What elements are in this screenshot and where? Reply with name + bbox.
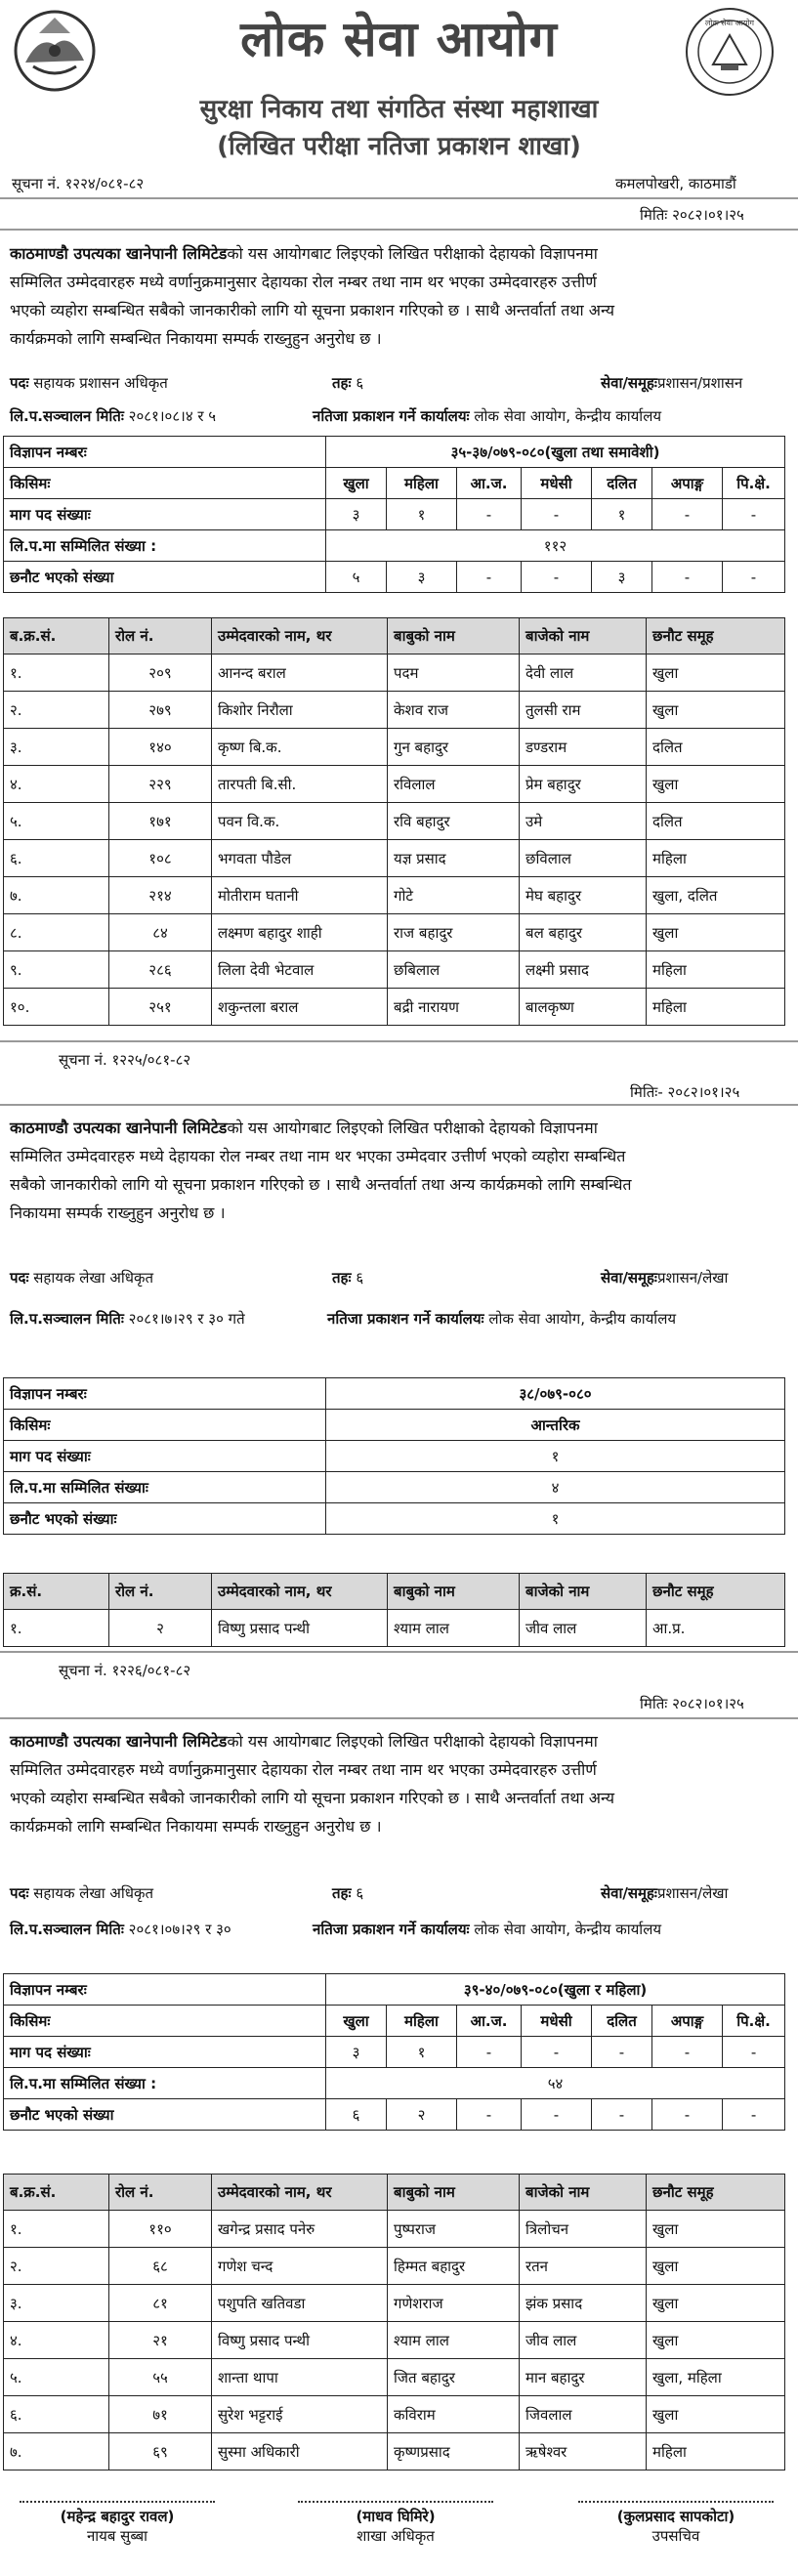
table-row [4,2322,785,2359]
table-row [4,729,785,766]
ad-info-table: विज्ञापन नम्बरः ३५-३७/०७९-०८०(खुला तथा समावेशी) किसिमः खुला महिला आ.ज. मधेसी दलित अपाङ्ग पि.क्षे. माग पद संख्याः ३ १ - - १ - - लि.प.मा सम्मिलित संख्या : ११२ छनौट भएको संख्या ५ ३ - - ३ - - [3,436,785,593]
exam-date-info: लि.प.सञ्चालन मितिः २०८१।०८।४ र ५ [10,407,217,425]
table-cell: दलित [647,729,785,766]
table-cell: त्रिलोचन [520,2211,647,2248]
service-info: सेवा/समूहःप्रशासन/लेखा [601,1884,729,1902]
table-cell: छविलाल [520,840,647,877]
table-cell: ६. [4,840,109,877]
table-row [4,2248,785,2285]
table-cell: २१४ [109,877,212,914]
table-cell: विष्णु प्रसाद पन्थी [212,2322,388,2359]
table-cell: महिला [647,2433,785,2470]
table-cell: २५१ [109,989,212,1026]
table-cell: रतन [520,2248,647,2285]
table-cell: कृष्ण बि.क. [212,729,388,766]
table-cell: कविराम [388,2396,520,2433]
table-cell: ८१ [109,2285,212,2322]
notice-date: मितिः २०८२।०१।२५ [640,206,744,224]
table-cell: २२९ [109,766,212,803]
table-cell: उमे [520,803,647,840]
table-cell: खुला [647,2211,785,2248]
table-cell: २१ [109,2322,212,2359]
table-cell: आनन्द बराल [212,655,388,692]
ad-info-table: विज्ञापन नम्बरः ३८/०७९-०८० किसिमः आन्तरिक माग पद संख्याः १ लि.प.मा सम्मिलित संख्याः ४ छनौट भएको संख्याः १ [3,1377,785,1535]
table-cell: १०८ [109,840,212,877]
table-cell: हिम्मत बहादुर [388,2248,520,2285]
table-cell: गणेश चन्द [212,2248,388,2285]
exam-date-info: लि.प.सञ्चालन मितिः २०८१।०७।२९ र ३० [10,1921,231,1938]
table-cell: शान्ता थापा [212,2359,388,2396]
table-cell: जित बहादुर [388,2359,520,2396]
table-row [4,840,785,877]
table-cell: झंक प्रसाद [520,2285,647,2322]
notice-number: सूचना नं. १२२५/०८१-८२ [59,1051,191,1069]
table-cell: महिला [647,840,785,877]
table-cell: १. [4,2211,109,2248]
table-cell: राज बहादुर [388,914,520,951]
table-cell: बालकृष्ण [520,989,647,1026]
signature-block: (कुलप्रसाद सापकोटा) उपसचिव [616,2508,735,2545]
table-cell: पदम [388,655,520,692]
table-cell: ४. [4,766,109,803]
table-cell: १. [4,1610,109,1647]
table-cell: ऋषेश्वर [520,2433,647,2470]
office-info: नतिजा प्रकाशन गर्ने कार्यालयः लोक सेवा आयोग, केन्द्रीय कार्यालय [313,407,662,425]
notice-number: सूचना नं. १२२४/०८१-८२ [12,175,145,192]
divider [0,1040,798,1042]
table-cell: खुला [647,655,785,692]
service-info: सेवा/समूहःप्रशासन/लेखा [601,1269,729,1287]
candidate-table: ब.क्र.सं. रोल नं. उम्मेदवारको नाम, थर बाबुको नाम बाजेको नाम छनौट समूह १. ११० खगेन्द्र प्रसाद पनेरु पुष्पराज त्रिलोचन खुला २. ६८ गणेश चन्द हिम्मत बहादुर रतन खुला ३. ८१ पशुपति खतिवडा गणेशराज झंक प्रसाद खुला ४. २१ विष्णु प्रसाद पन्थी श्याम लाल जीव लाल खुला ५. ५५ शान्ता थापा जित बहादुर मान बहादुर खुला, महिला ६. ७१ सुरेश भट्टराई कविराम जिवलाल खुला ७. ६९ सुस्मा अधिकारी कृष्णप्रसाद ऋषेश्वर महिला [3,2174,785,2470]
table-cell: १. [4,655,109,692]
page-title: लोक सेवा आयोग [240,11,558,67]
notice-body: काठमाण्डौ उपत्यका खानेपानी लिमिटेडको यस आयोगबाट लिइएको लिखित परीक्षाको देहायको विज्ञापनमा सम्मिलित उम्मेदवारहरु मध्ये वर्णानुक्रमानुसार देहायका रोल नम्बर तथा नाम थर भएका उम्मेदवारहरु उत्तीर्ण भएको व्यहोरा सम्बन्धित सबैको जानकारीको लागि यो सूचना प्रकाशन गरिएको छ । साथै अन्तर्वार्ता तथा अन्य कार्यक्रमको लागि सम्बन्धित निकायमा सम्पर्क राख्नुहुन अनुरोध छ । [10,1732,615,1836]
table-row [4,692,785,729]
table-cell: ८४ [109,914,212,951]
table-cell: महिला [647,989,785,1026]
post-info: पदः सहायक प्रशासन अधिकृत [10,374,168,392]
table-row [4,2433,785,2470]
table-row [4,2211,785,2248]
table-cell: भगवता पौडेल [212,840,388,877]
table-cell: तारपती बि.सी. [212,766,388,803]
table-cell: ६८ [109,2248,212,2285]
table-cell: खुला [647,914,785,951]
candidate-table: ब.क्र.सं. रोल नं. उम्मेदवारको नाम, थर बाबुको नाम बाजेको नाम छनौट समूह १. २०९ आनन्द बराल पदम देवी लाल खुला २. २७९ किशोर निरौला केशव राज तुलसी राम खुला ३. १४० कृष्ण बि.क. गुन बहादुर डण्डराम दलित ४. २२९ तारपती बि.सी. रविलाल प्रेम बहादुर खुला ५. १७१ पवन वि.क. रवि बहादुर उमे दलित ६. १०८ भगवता पौडेल यज्ञ प्रसाद छविलाल महिला ७. २१४ मोतीराम घतानी गोटे मेघ बहादुर खुला, दलित ८. ८४ लक्ष्मण बहादुर शाही राज बहादुर बल बहादुर खुला ९. २८६ लिला देवी भेटवाल छबिलाल लक्ष्मी प्रसाद महिला १०. २५१ शकुन्तला बराल बद्री नारायण बालकृष्ण महिला [3,617,785,1026]
table-cell: ९. [4,951,109,989]
notice-date: मितिः- २०८२।०१।२५ [630,1083,740,1101]
table-cell: रविलाल [388,766,520,803]
table-cell: ६९ [109,2433,212,2470]
table-cell: जीव लाल [520,1610,647,1647]
table-cell: तुलसी राम [520,692,647,729]
table-cell: २७९ [109,692,212,729]
table-cell: खगेन्द्र प्रसाद पनेरु [212,2211,388,2248]
table-cell: २. [4,692,109,729]
divider [0,1717,798,1719]
table-cell: जीव लाल [520,2322,647,2359]
table-cell: डण्डराम [520,729,647,766]
table-cell: मान बहादुर [520,2359,647,2396]
table-row [4,989,785,1026]
table-cell: दलित [647,803,785,840]
table-row [4,766,785,803]
table-cell: १०. [4,989,109,1026]
signature-line [20,2501,215,2503]
table-row [4,1610,785,1647]
table-cell: केशव राज [388,692,520,729]
notice-number: सूचना नं. १२२६/०८१-८२ [59,1662,191,1679]
notice-date: मितिः २०८२।०१।२५ [640,1695,744,1712]
table-cell: ३. [4,2285,109,2322]
table-cell: २. [4,2248,109,2285]
table-cell: पवन वि.क. [212,803,388,840]
office-info: नतिजा प्रकाशन गर्ने कार्यालयः लोक सेवा आयोग, केन्द्रीय कार्यालय [313,1921,662,1938]
table-cell: देवी लाल [520,655,647,692]
table-cell: खुला, महिला [647,2359,785,2396]
table-cell: मेघ बहादुर [520,877,647,914]
divider [0,197,798,199]
table-cell: श्याम लाल [388,2322,520,2359]
table-cell: खुला [647,2285,785,2322]
signature-line [578,2501,774,2503]
post-info: पदः सहायक लेखा अधिकृत [10,1884,154,1902]
table-cell: बल बहादुर [520,914,647,951]
table-cell: खुला [647,2322,785,2359]
table-row [4,877,785,914]
table-cell: छबिलाल [388,951,520,989]
table-cell: खुला [647,2396,785,2433]
table-cell: पशुपति खतिवडा [212,2285,388,2322]
table-cell: ८. [4,914,109,951]
table-cell: सुस्मा अधिकारी [212,2433,388,2470]
table-cell: मोतीराम घतानी [212,877,388,914]
table-cell: १७१ [109,803,212,840]
table-row [4,951,785,989]
table-cell: विष्णु प्रसाद पन्थी [212,1610,388,1647]
table-cell: ११० [109,2211,212,2248]
table-cell: २ [109,1610,212,1647]
table-cell: ५५ [109,2359,212,2396]
table-cell: ६. [4,2396,109,2433]
table-cell: किशोर निरौला [212,692,388,729]
section-title: (लिखित परीक्षा नतिजा प्रकाशन शाखा) [217,132,581,161]
table-row [4,655,785,692]
service-info: सेवा/समूहःप्रशासन/प्रशासन [601,374,743,392]
divider [0,229,798,231]
table-cell: ३. [4,729,109,766]
table-row [4,2359,785,2396]
exam-date-info: लि.प.सञ्चालन मितिः २०८१।७।२९ र ३० गते [10,1310,245,1328]
notice-body: काठमाण्डौ उपत्यका खानेपानी लिमिटेडको यस आयोगबाट लिइएको लिखित परीक्षाको देहायको विज्ञापनमा सम्मिलित उम्मेदवारहरु मध्ये देहायका रोल नम्बर तथा नाम थर भएका उम्मेदवार उत्तीर्ण भएको व्यहोरा सम्बन्धित सबैको जानकारीको लागि यो सूचना प्रकाशन गरिएको छ । साथै अन्तर्वार्ता तथा अन्य कार्यक्रमको लागि सम्बन्धित निकायमा सम्पर्क राख्नुहुन अनुरोध छ । [10,1119,632,1222]
table-cell: ७. [4,877,109,914]
table-cell: श्याम लाल [388,1610,520,1647]
signature-block: (माधव घिमिरे) शाखा अधिकृत [356,2508,436,2545]
level-info: तहः ६ [332,374,364,392]
org-name: काठमाण्डौ उपत्यका खानेपानी लिमिटेड [10,244,228,263]
division-title: सुरक्षा निकाय तथा संगठित संस्था महाशाखा [199,95,599,124]
table-row [4,803,785,840]
table-cell: ७. [4,2433,109,2470]
table-cell: गणेशराज [388,2285,520,2322]
table-cell: २८६ [109,951,212,989]
psc-seal-icon [684,6,776,98]
table-cell: लक्ष्मण बहादुर शाही [212,914,388,951]
table-cell: १४० [109,729,212,766]
notice-location: कमलपोखरी, काठमाडौं [615,175,736,192]
table-cell: रवि बहादुर [388,803,520,840]
table-row [4,914,785,951]
table-cell: जिवलाल [520,2396,647,2433]
table-cell: सुरेश भट्टराई [212,2396,388,2433]
table-cell: २०९ [109,655,212,692]
table-cell: गोटे [388,877,520,914]
level-info: तहः ६ [332,1884,364,1902]
notice-body: काठमाण्डौ उपत्यका खानेपानी लिमिटेडको यस आयोगबाट लिइएको लिखित परीक्षाको देहायको विज्ञापनमा सम्मिलित उम्मेदवारहरु मध्ये वर्णानुक्रमानुसार देहायका रोल नम्बर तथा नाम थर भएका उम्मेदवारहरु उत्तीर्ण भएको व्यहोरा सम्बन्धित सबैको जानकारीको लागि यो सूचना प्रकाशन गरिएको छ । साथै अन्तर्वार्ता तथा अन्य कार्यक्रमको लागि सम्बन्धित निकायमा सम्पर्क राख्नुहुन अनुरोध छ । [10,244,615,348]
table-cell: महिला [647,951,785,989]
divider [0,1651,798,1653]
table-cell: ५. [4,2359,109,2396]
table-cell: कृष्णप्रसाद [388,2433,520,2470]
candidate-table: क्र.सं. रोल नं. उम्मेदवारको नाम, थर बाबुको नाम बाजेको नाम छनौट समूह १. २ विष्णु प्रसाद पन्थी श्याम लाल जीव लाल आ.प्र. [3,1573,785,1647]
table-cell: ५. [4,803,109,840]
table-cell: शकुन्तला बराल [212,989,388,1026]
table-cell: आ.प्र. [647,1610,785,1647]
table-cell: यज्ञ प्रसाद [388,840,520,877]
post-info: पदः सहायक लेखा अधिकृत [10,1269,154,1287]
signature-line [298,2501,493,2503]
signature-block: (महेन्द्र बहादुर रावल) नायब सुब्बा [60,2508,175,2545]
table-cell: लिला देवी भेटवाल [212,951,388,989]
seal-text: लोक सेवा आयोग [704,19,755,27]
divider [0,1104,798,1106]
table-cell: लक्ष्मी प्रसाद [520,951,647,989]
table-cell: पुष्पराज [388,2211,520,2248]
table-cell: खुला, दलित [647,877,785,914]
ad-info-table: विज्ञापन नम्बरः ३९-४०/०७९-०८०(खुला र महिला) किसिमः खुला महिला आ.ज. मधेसी दलित अपाङ्ग पि.क्षे. माग पद संख्याः ३ १ - - - - - लि.प.मा सम्मिलित संख्या : ५४ छनौट भएको संख्या ६ २ - - - - - [3,1973,785,2131]
table-row [4,2396,785,2433]
level-info: तहः ६ [332,1269,364,1287]
table-cell: गुन बहादुर [388,729,520,766]
office-info: नतिजा प्रकाशन गर्ने कार्यालयः लोक सेवा आयोग, केन्द्रीय कार्यालय [327,1310,677,1328]
table-row [4,2285,785,2322]
table-cell: ४. [4,2322,109,2359]
table-cell: खुला [647,2248,785,2285]
table-cell: खुला [647,766,785,803]
table-cell: प्रेम बहादुर [520,766,647,803]
table-cell: खुला [647,692,785,729]
table-cell: ७१ [109,2396,212,2433]
table-cell: बद्री नारायण [388,989,520,1026]
